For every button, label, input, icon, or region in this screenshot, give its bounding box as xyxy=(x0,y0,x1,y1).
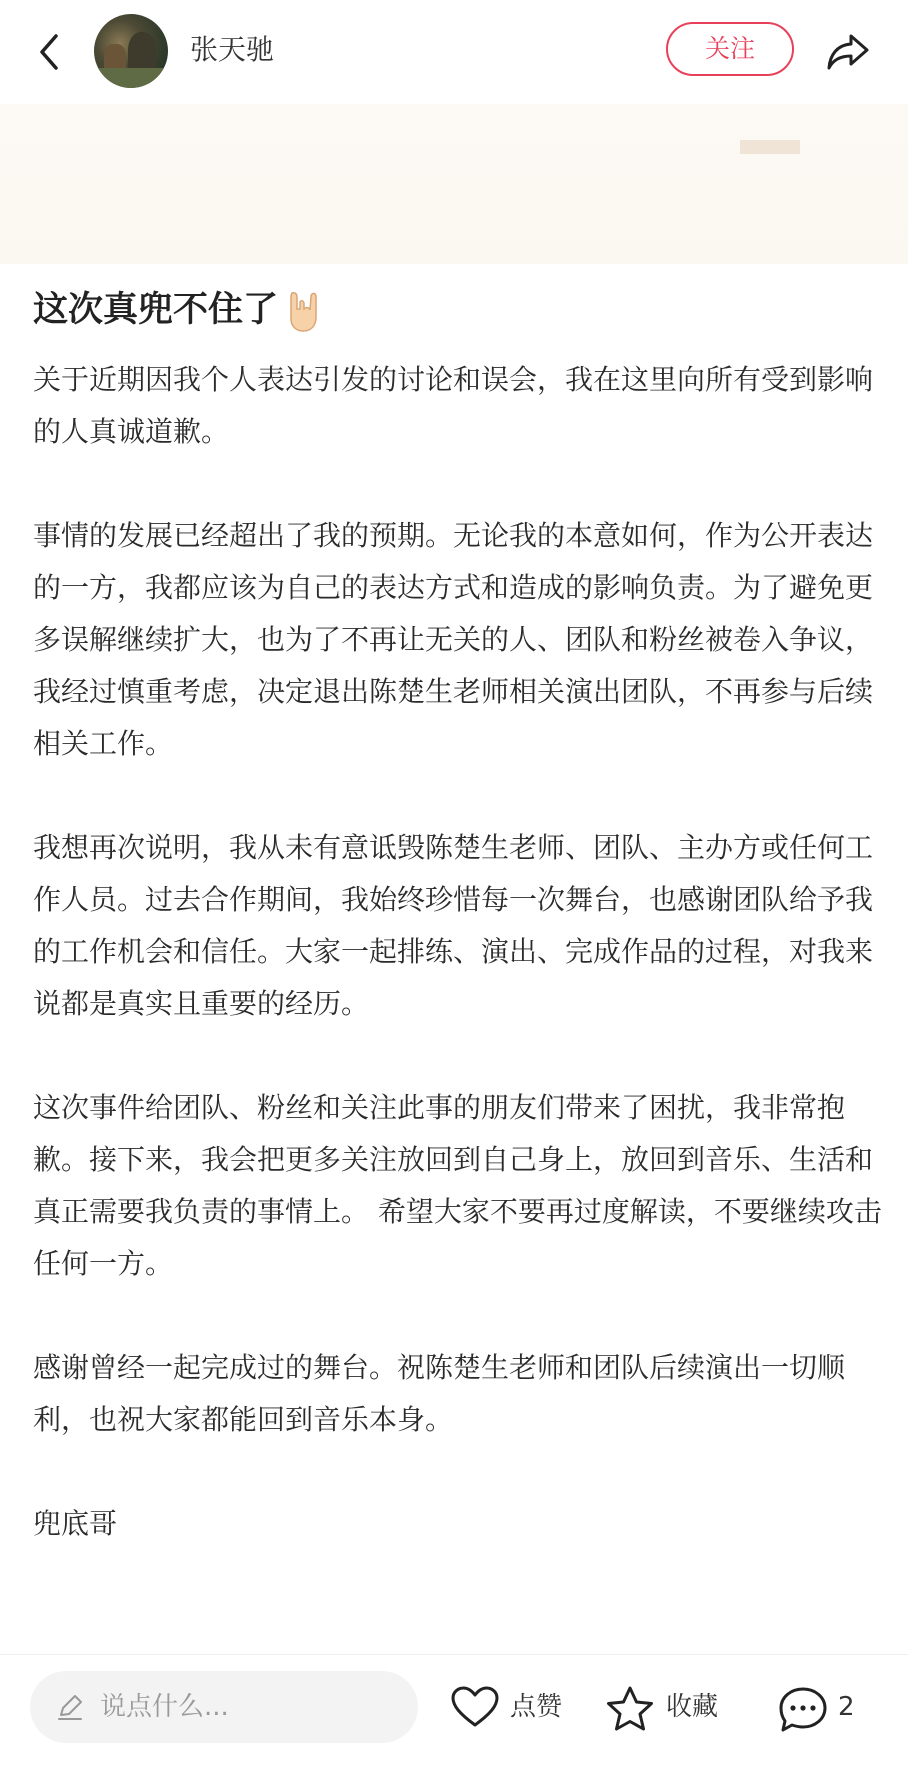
heart-icon xyxy=(450,1685,500,1729)
back-button[interactable] xyxy=(30,28,70,76)
favorite-button[interactable] xyxy=(604,1671,728,1743)
comment-placeholder: 说点什么... xyxy=(100,1692,229,1722)
bottom-action-bar xyxy=(0,1654,908,1787)
comment-input[interactable] xyxy=(30,1671,418,1743)
share-arrow-icon xyxy=(824,28,872,74)
share-button[interactable] xyxy=(824,28,872,74)
post-signature: 兜底哥 xyxy=(33,1507,118,1540)
comment-bubble-icon xyxy=(776,1685,830,1735)
post-paragraph: 这次事件给团队、粉丝和关注此事的朋友们带来了困扰，我非常抱歉。接下来，我会把更多关注放回到自己身上，放回到音乐、生活和真正需要我负责的事情上。 希望大家不要再过度解读，不要继续攻击任何一方。 xyxy=(33,1091,882,1280)
like-label: 点赞 xyxy=(510,1692,563,1722)
top-nav-bar xyxy=(0,0,908,104)
favorite-label: 收藏 xyxy=(666,1692,719,1722)
post-paragraph: 感谢曾经一起完成过的舞台。祝陈楚生老师和团队后续演出一切顺利，也祝大家都能回到音乐本身。 xyxy=(33,1351,846,1436)
star-icon xyxy=(604,1685,656,1733)
follow-button[interactable]: 关注 xyxy=(666,22,794,76)
post-title xyxy=(33,286,324,334)
like-button[interactable] xyxy=(450,1671,574,1743)
comment-count: 2 xyxy=(838,1692,855,1722)
avatar[interactable] xyxy=(94,14,168,88)
post-title-text: 这次真兜不住了 xyxy=(33,290,279,330)
post-image[interactable] xyxy=(0,104,908,264)
image-fragment xyxy=(740,140,800,154)
post-paragraph: 我想再次说明，我从未有意诋毁陈楚生老师、团队、主办方或任何工作人员。过去合作期间，我始终珍惜每一次舞台，也感谢团队给予我的工作机会和信任。大家一起排练、演出、完成作品的过程，对我来说都是真实且重要的经历。 xyxy=(33,831,874,1020)
chevron-left-icon xyxy=(30,28,70,76)
author-name[interactable]: 张天驰 xyxy=(190,33,275,66)
pencil-icon xyxy=(54,1691,86,1723)
comment-button[interactable] xyxy=(776,1671,886,1743)
rock-on-hand-emoji xyxy=(284,289,324,333)
post-paragraph: 事情的发展已经超出了我的预期。无论我的本意如何，作为公开表达的一方，我都应该为自己的表达方式和造成的影响负责。为了避免更多误解继续扩大，也为了不再让无关的人、团队和粉丝被卷入争议，我经过慎重考虑，决定退出陈楚生老师相关演出团队，不再参与后续相关工作。 xyxy=(33,519,874,760)
post-paragraph: 关于近期因我个人表达引发的讨论和误会，我在这里向所有受到影响的人真诚道歉。 xyxy=(33,363,874,448)
post-body xyxy=(33,354,883,1550)
